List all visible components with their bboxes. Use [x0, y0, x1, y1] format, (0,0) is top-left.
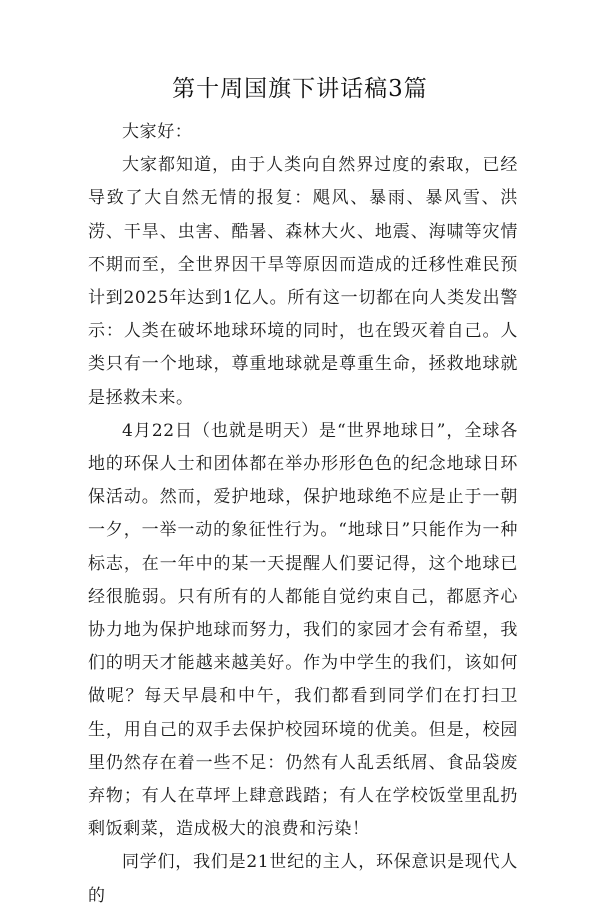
greeting-line: 大家好：: [122, 122, 193, 142]
paragraph: 大家都知道，由于人类向自然界过度的索取，已经导致了大自然无情的报复：飓风、暴雨、暴风雪、洪涝、干旱、虫害、酷暑、森林大火、地震、海啸等灾情不期而至，全世界因干旱等原因而造成的迁移性难民预计到2025年达到1亿人。所有这一切都在向人类发出警示：人类在破坏地球环境的同时，也在毁灭着自己。人类只有一个地球，尊重地球就是尊重生命，拯救地球就是拯救未来。: [88, 155, 518, 408]
paragraph: 4月22日（也就是明天）是“世界地球日”，全球各地的环保人士和团体都在举办形形色色的纪念地球日环保活动。然而，爱护地球，保护地球绝不应是止于一朝一夕，一举一动的象征性行为。“地球日”只能作为一种标志，在一年中的某一天提醒人们要记得，这个地球已经很脆弱。只有所有的人都能自觉约束自己，都愿齐心协力地为保护地球而努力，我们的家园才会有希望，我们的明天才能越来越美好。作为中学生的我们，该如何做呢？每天早晨和中午，我们都看到同学们在打扫卫生，用自己的双手去保护校园环境的优美。但是，校园里仍然存在着一些不足：仍然有人乱丢纸屑、食品袋废弃物；有人在草坪上肆意践踏；有人在学校饭堂里乱扔剩饭剩菜，造成极大的浪费和污染！: [88, 420, 518, 840]
document-body: [88, 116, 518, 913]
paragraph: 同学们，我们是21世纪的主人，环保意识是现代人的: [88, 852, 518, 906]
document-title: 第十周国旗下讲话稿3篇: [172, 76, 428, 102]
